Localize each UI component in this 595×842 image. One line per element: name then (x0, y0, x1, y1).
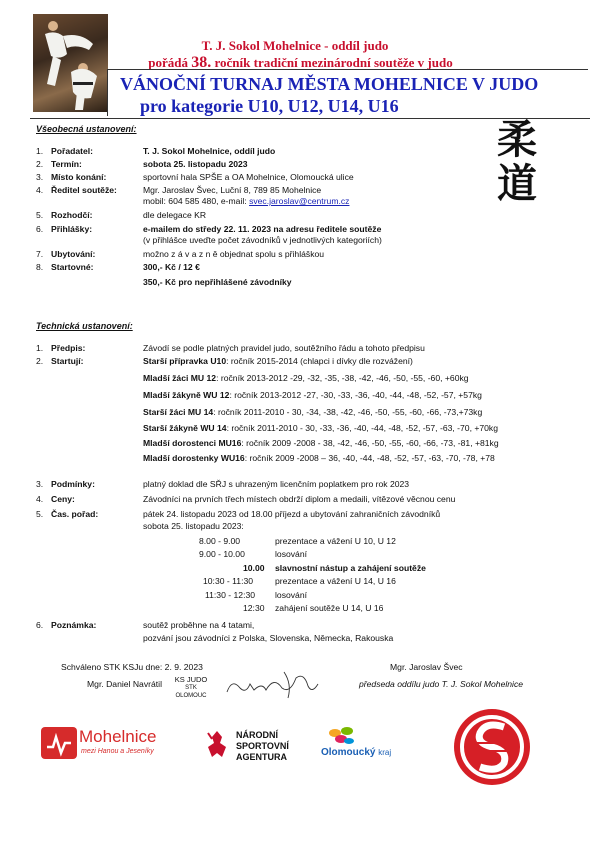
nsa-text (236, 730, 289, 763)
signer-title: předseda oddílu judo T. J. Sokol Mohelnice (359, 679, 524, 689)
mohelnice-name: Mohelnice (79, 727, 157, 746)
kanji-do: 道 (497, 161, 537, 206)
item-applications (36, 224, 575, 235)
schedule-time: 10.00 (243, 563, 265, 573)
item-prizes (36, 494, 575, 505)
item-value: Závodníci na prvních třech místech obdrží diplom a medaili, vítězové věcnou cenu (143, 494, 456, 504)
nsa-logo (204, 727, 314, 767)
mohelnice-logo (41, 725, 181, 765)
email-link[interactable]: svec.jaroslav@centrum.cz (249, 196, 350, 206)
item-value: 350,- Kč pro nepřihlášené závodníky (143, 277, 292, 287)
nsa-line: AGENTURA (236, 752, 287, 762)
schedule-time: 11:30 - 12:30 (205, 590, 256, 600)
item-value: (v přihlášce uveďte počet závodníků v jednotlivých kategoriích) (143, 235, 382, 245)
general-provisions-heading: Všeobecná ustanovení: (36, 124, 137, 134)
category-name: Mladší žáci MU 12 (143, 373, 217, 383)
item-num: 3. (36, 172, 44, 182)
item-value: pátek 24. listopadu 2023 od 18.00 příjezd a ubytování zahraničních závodníků (143, 509, 441, 519)
item-value (143, 196, 349, 207)
signer-name: Mgr. Jaroslav Švec (390, 662, 463, 672)
schedule-text: slavnostní nástup a zahájení soutěže (275, 563, 426, 573)
item-value: dle delegace KR (143, 210, 207, 220)
schedule-text: prezentace a vážení U 10, U 12 (275, 536, 396, 546)
item-value: 300,- Kč / 12 € (143, 262, 200, 272)
item-label: Ubytování: (51, 249, 96, 259)
item-label: Startovné: (51, 262, 94, 272)
schedule-date (36, 521, 575, 532)
item-value: T. J. Sokol Mohelnice, oddíl judo (143, 146, 276, 156)
item-num: 5. (36, 210, 44, 220)
category-row (36, 373, 575, 384)
schedule-text: prezentace a vážení U 14, U 16 (275, 576, 396, 586)
kanji-ju: 柔 (497, 117, 537, 162)
item-rules (36, 343, 575, 354)
item-date (36, 159, 575, 170)
schedule-text: losování (275, 549, 308, 559)
category-name: Starší žáci MU 14 (143, 407, 214, 417)
item-fee (36, 262, 575, 273)
item-label: Poznámka: (51, 620, 97, 630)
czech-lion-icon (204, 729, 230, 761)
category-detail: : ročník 2013-2012 -29, -32, -35, -38, -42, -46, -50, -55, -60, +60kg (216, 373, 469, 383)
item-referees (36, 210, 575, 221)
item-organizer (36, 146, 575, 157)
item-value: e-mailem do středy 22. 11. 2023 na adresu ředitele soutěže (143, 224, 382, 234)
nsa-line: NÁRODNÍ (236, 730, 278, 740)
schedule-time: 8.00 - 9.00 (199, 536, 241, 546)
item-label: Ředitel soutěže: (51, 185, 117, 195)
item-label: Rozhodčí: (51, 210, 93, 220)
category-row (36, 453, 575, 464)
mohelnice-mark-icon (41, 727, 77, 759)
item-label: Přihlášky: (51, 224, 93, 234)
item-num: 8. (36, 262, 44, 272)
stamp-line: OLOMOUC (175, 693, 207, 699)
item-value: Mgr. Jaroslav Švec, Luční 8, 789 85 Mohelnice (143, 185, 322, 195)
item-label: Čas. pořad: (51, 509, 99, 519)
item-competitors (36, 356, 575, 367)
category-name: Mladší dorostenci MU16 (143, 438, 242, 448)
item-value: Závodí se podle platných pravidel judo, soutěžního řádu a tohoto předpisu (143, 343, 425, 353)
event-title: VÁNOČNÍ TURNAJ MĚSTA MOHELNICE V JUDO (120, 74, 539, 94)
item-accommodation (36, 249, 575, 260)
sokol-logo-icon (452, 707, 532, 787)
item-conditions (36, 479, 575, 490)
nsa-line: SPORTOVNÍ (236, 741, 289, 751)
item-num: 4. (36, 185, 44, 195)
category-row (36, 423, 575, 434)
edition-post: ročník tradiční mezinárodní soutěže v judo (211, 55, 453, 70)
item-note (36, 620, 575, 631)
signature (222, 664, 322, 704)
item-value: sobota 25. listopadu 2023 (143, 159, 248, 169)
stamp-line: KS JUDO (174, 675, 208, 684)
category-name: Starší žákyně WU 14 (143, 423, 227, 433)
item-schedule (36, 509, 575, 520)
item-num: 2. (36, 159, 44, 169)
item-label: Pořadatel: (51, 146, 94, 156)
schedule-time: 9.00 - 10.00 (199, 549, 245, 559)
organizer-line: T. J. Sokol Mohelnice - oddíl judo (201, 38, 389, 53)
category-detail: : ročník 2011-2010 - 30, -33, -36, -40, -44, -48, -52, -57, -63, -70, +70kg (226, 423, 499, 433)
item-label: Termín: (51, 159, 82, 169)
stk-stamp (171, 676, 211, 700)
olomoucky-kraj-logo (321, 723, 431, 759)
category-row (36, 390, 575, 401)
schedule-text: losování (275, 590, 308, 600)
item-num: 2. (36, 356, 44, 366)
item-label: Předpis: (51, 343, 86, 353)
item-num: 3. (36, 479, 44, 489)
item-num: 4. (36, 494, 44, 504)
category-detail: : ročník 2015-2014 (chlapci i dívky dle rozvážení) (226, 356, 413, 366)
item-label: Podmínky: (51, 479, 95, 489)
item-num: 7. (36, 249, 44, 259)
category-row (143, 356, 413, 367)
schedule-time: 12:30 (243, 603, 265, 613)
flower-icon (325, 723, 357, 749)
schedule-text: zahájení soutěže U 14, U 16 (275, 603, 384, 613)
judo-photo (33, 14, 108, 112)
item-num: 1. (36, 146, 44, 156)
item-value: sobota 25. listopadu 2023: (143, 521, 244, 531)
item-value: možno z á v a z n ě objednat spolu s přihláškou (143, 249, 325, 259)
item-venue (36, 172, 575, 183)
item-label: Ceny: (51, 494, 75, 504)
edition-number: 38. (191, 54, 212, 71)
contact-text: mobil: 604 585 480, e-mail: (143, 196, 250, 206)
schedule-time: 10:30 - 11:30 (203, 576, 254, 586)
item-num: 6. (36, 620, 44, 630)
category-detail: : ročník 2009 -2008 – 36, -40, -44, -48, -52, -57, -63, -70, -78, +78 (244, 453, 495, 463)
item-note-2 (36, 633, 575, 644)
item-value: soutěž proběhne na 4 tatami, (143, 620, 255, 630)
category-name: Mladší žákyně WU 12 (143, 390, 230, 400)
kraj-word: kraj (378, 748, 392, 757)
item-num: 5. (36, 509, 44, 519)
olomoucky-word: Olomoucký (321, 747, 376, 758)
item-director (36, 185, 575, 196)
category-name: Mladší dorostenky WU16 (143, 453, 245, 463)
item-value: platný doklad dle SŘJ s uhrazeným licenčním poplatkem pro rok 2023 (143, 479, 410, 489)
item-fee-late (36, 277, 575, 288)
category-detail: : ročník 2013-2012 -27, -30, -33, -36, -40, -44, -48, -52, -57, +57kg (229, 390, 482, 400)
item-label: Místo konání: (51, 172, 107, 182)
mohelnice-tagline: mezi Hanou a Jeseníky (81, 748, 154, 755)
item-applications-note (36, 235, 575, 246)
category-name: Starší přípravka U10 (143, 356, 227, 366)
category-detail: : ročník 2011-2010 - 30, -34, -38, -42, -46, -50, -55, -60, -66, -73,+73kg (213, 407, 483, 417)
category-row (36, 438, 575, 449)
olomoucky-text (321, 747, 391, 758)
item-contact (36, 196, 575, 207)
technical-provisions-heading: Technická ustanovení: (36, 321, 133, 331)
edition-pre: pořádá (148, 55, 192, 70)
approver-name: Mgr. Daniel Navrátil (87, 679, 162, 689)
category-detail: : ročník 2009 -2008 - 38, -42, -46, -50, -55, -60, -66, -73, -81, +81kg (241, 438, 499, 448)
stamp-line: STK (185, 685, 197, 691)
item-label: Startují: (51, 356, 84, 366)
item-value: pozvání jsou závodníci z Polska, Slovenska, Německa, Rakouska (143, 633, 394, 643)
item-num: 6. (36, 224, 44, 234)
item-value: sportovní hala SPŠE a OA Mohelnice, Olomoucká ulice (143, 172, 354, 182)
approval-text: Schváleno STK KSJu dne: 2. 9. 2023 (61, 662, 203, 672)
category-row (36, 407, 575, 418)
event-subtitle: pro kategorie U10, U12, U14, U16 (140, 96, 399, 116)
item-num: 1. (36, 343, 44, 353)
